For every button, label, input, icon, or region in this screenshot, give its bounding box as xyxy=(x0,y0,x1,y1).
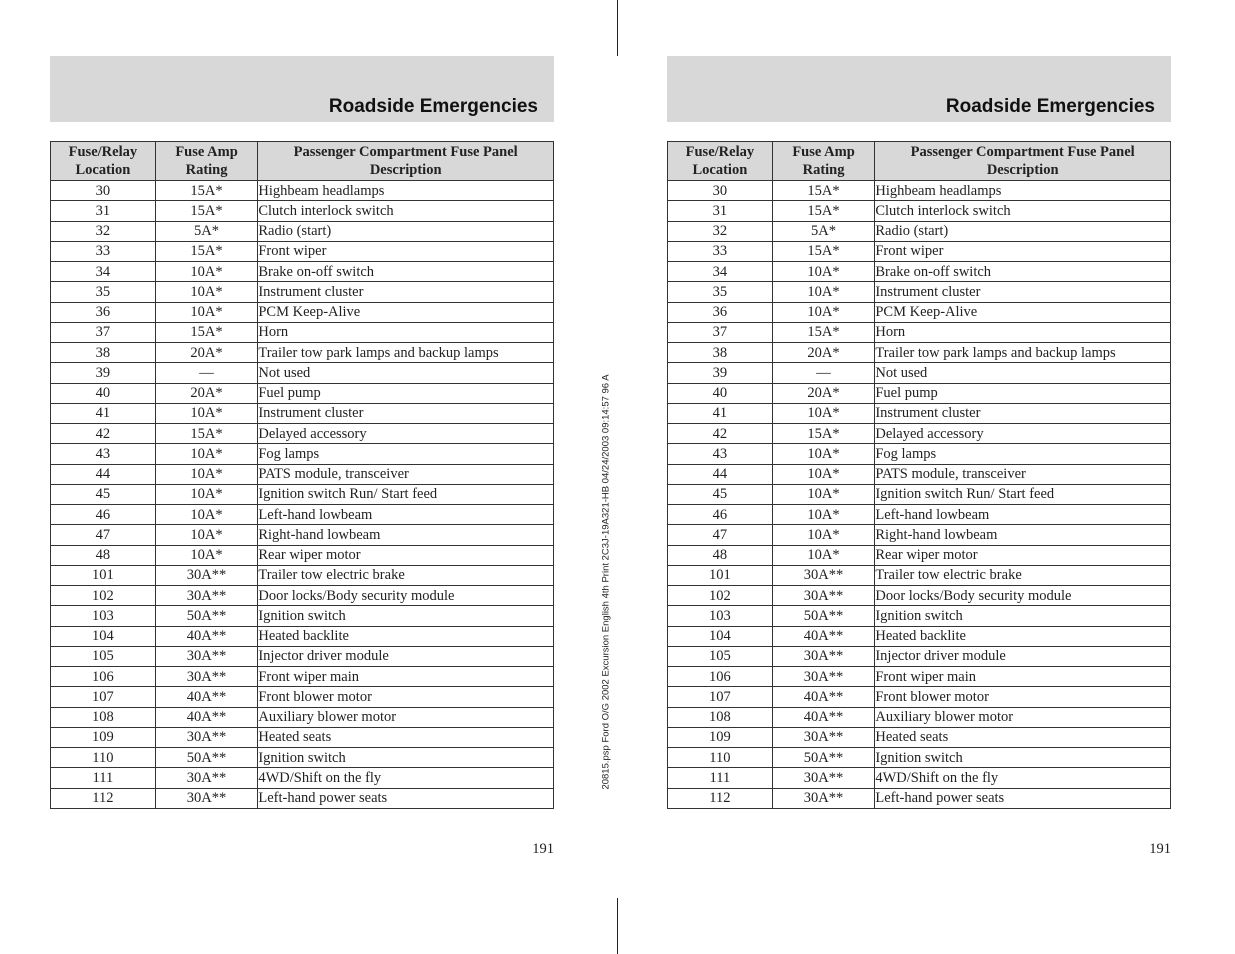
fuse-description-cell: Heated backlite xyxy=(258,626,554,646)
fuse-description-cell: Fog lamps xyxy=(875,444,1171,464)
fuse-amp-cell: 10A* xyxy=(772,262,875,282)
fuse-location-cell: 45 xyxy=(51,484,156,504)
table-row xyxy=(668,201,1171,221)
fuse-amp-cell: 10A* xyxy=(155,505,258,525)
fuse-description-cell: Radio (start) xyxy=(258,221,554,241)
fuse-description-cell: Rear wiper motor xyxy=(875,545,1171,565)
fuse-amp-cell: 10A* xyxy=(155,484,258,504)
fuse-amp-cell: 30A** xyxy=(155,788,258,808)
fuse-description-cell: Left-hand power seats xyxy=(875,788,1171,808)
fuse-amp-cell: 15A* xyxy=(772,181,875,201)
fuse-description-cell: Highbeam headlamps xyxy=(875,181,1171,201)
fuse-description-cell: Rear wiper motor xyxy=(258,545,554,565)
fuse-amp-cell: 10A* xyxy=(772,302,875,322)
fuse-amp-cell: 10A* xyxy=(155,525,258,545)
table-row xyxy=(51,646,554,666)
fuse-location-cell: 44 xyxy=(51,464,156,484)
table-row xyxy=(51,403,554,423)
table-row xyxy=(51,505,554,525)
fuse-location-cell: 102 xyxy=(51,586,156,606)
fuse-description-cell: Ignition switch Run/ Start feed xyxy=(875,484,1171,504)
fuse-location-cell: 47 xyxy=(668,525,773,545)
fuse-location-cell: 31 xyxy=(668,201,773,221)
table-row xyxy=(668,687,1171,707)
fuse-location-cell: 33 xyxy=(51,241,156,261)
fuse-description-cell: Ignition switch xyxy=(875,606,1171,626)
fuse-amp-cell: 15A* xyxy=(155,201,258,221)
fuse-description-cell: Highbeam headlamps xyxy=(258,181,554,201)
table-row xyxy=(51,727,554,747)
table-row xyxy=(51,201,554,221)
table-body xyxy=(668,181,1171,809)
table-row xyxy=(51,525,554,545)
column-header-amp: Fuse Amp Rating xyxy=(155,142,258,181)
table-row xyxy=(668,424,1171,444)
fuse-amp-cell: 15A* xyxy=(772,322,875,342)
fuse-description-cell: 4WD/Shift on the fly xyxy=(875,768,1171,788)
fuse-table xyxy=(50,141,554,809)
fuse-amp-cell: 10A* xyxy=(772,545,875,565)
table-row xyxy=(51,343,554,363)
fuse-description-cell: PATS module, transceiver xyxy=(258,464,554,484)
table-row xyxy=(668,221,1171,241)
table-row xyxy=(51,687,554,707)
table-row xyxy=(668,646,1171,666)
fuse-description-cell: Heated backlite xyxy=(875,626,1171,646)
fuse-amp-cell: 40A** xyxy=(155,707,258,727)
column-header-location: Fuse/Relay Location xyxy=(51,142,156,181)
fuse-location-cell: 33 xyxy=(668,241,773,261)
table-row xyxy=(668,586,1171,606)
fuse-amp-cell: 30A** xyxy=(772,727,875,747)
fuse-location-cell: 34 xyxy=(51,262,156,282)
fuse-location-cell: 103 xyxy=(51,606,156,626)
fuse-description-cell: Clutch interlock switch xyxy=(258,201,554,221)
fuse-amp-cell: 30A** xyxy=(772,586,875,606)
fuse-location-cell: 107 xyxy=(668,687,773,707)
fuse-location-cell: 36 xyxy=(668,302,773,322)
fuse-amp-cell: 50A** xyxy=(772,606,875,626)
fuse-location-cell: 46 xyxy=(51,505,156,525)
table-row xyxy=(668,484,1171,504)
table-row xyxy=(668,383,1171,403)
fuse-description-cell: Front blower motor xyxy=(875,687,1171,707)
fuse-amp-cell: 30A** xyxy=(155,667,258,687)
table-row xyxy=(51,221,554,241)
section-title: Roadside Emergencies xyxy=(945,96,1155,117)
table-header-row xyxy=(668,142,1171,181)
fuse-description-cell: Left-hand lowbeam xyxy=(875,505,1171,525)
fuse-location-cell: 41 xyxy=(51,403,156,423)
fuse-description-cell: Left-hand power seats xyxy=(258,788,554,808)
fuse-description-cell: Horn xyxy=(875,322,1171,342)
fuse-location-cell: 35 xyxy=(668,282,773,302)
fuse-amp-cell: 15A* xyxy=(155,241,258,261)
fuse-amp-cell: 20A* xyxy=(772,343,875,363)
fuse-location-cell: 42 xyxy=(51,424,156,444)
table-row xyxy=(668,788,1171,808)
fuse-location-cell: 44 xyxy=(668,464,773,484)
column-header-description: Passenger Compartment Fuse Panel Description xyxy=(875,142,1171,181)
fuse-amp-cell: 30A** xyxy=(155,768,258,788)
section-header xyxy=(50,56,554,122)
table-row xyxy=(668,363,1171,383)
fuse-amp-cell: 10A* xyxy=(772,282,875,302)
fuse-description-cell: Injector driver module xyxy=(258,646,554,666)
fuse-amp-cell: 10A* xyxy=(772,444,875,464)
fuse-description-cell: Not used xyxy=(258,363,554,383)
fuse-amp-cell: 20A* xyxy=(155,383,258,403)
fuse-location-cell: 108 xyxy=(51,707,156,727)
fuse-description-cell: Trailer tow electric brake xyxy=(875,565,1171,585)
table-row xyxy=(51,484,554,504)
fuse-description-cell: Brake on-off switch xyxy=(258,262,554,282)
fuse-amp-cell: 15A* xyxy=(155,322,258,342)
fuse-description-cell: Brake on-off switch xyxy=(875,262,1171,282)
fuse-description-cell: Front wiper main xyxy=(875,667,1171,687)
fuse-description-cell: Instrument cluster xyxy=(875,282,1171,302)
fuse-description-cell: Left-hand lowbeam xyxy=(258,505,554,525)
fuse-description-cell: Injector driver module xyxy=(875,646,1171,666)
table-row xyxy=(51,262,554,282)
table-row xyxy=(668,505,1171,525)
fuse-location-cell: 109 xyxy=(668,727,773,747)
fuse-description-cell: Trailer tow park lamps and backup lamps xyxy=(258,343,554,363)
table-row xyxy=(668,565,1171,585)
table-row xyxy=(668,606,1171,626)
table-row xyxy=(51,667,554,687)
fuse-location-cell: 112 xyxy=(51,788,156,808)
page-number: 191 xyxy=(532,841,554,857)
fuse-location-cell: 101 xyxy=(51,565,156,585)
fuse-location-cell: 48 xyxy=(51,545,156,565)
fuse-amp-cell: 15A* xyxy=(772,201,875,221)
fuse-amp-cell: 40A** xyxy=(155,687,258,707)
table-row xyxy=(668,282,1171,302)
fuse-description-cell: Heated seats xyxy=(258,727,554,747)
table-row xyxy=(51,444,554,464)
fuse-location-cell: 34 xyxy=(668,262,773,282)
table-row xyxy=(51,383,554,403)
fuse-description-cell: Front wiper xyxy=(258,241,554,261)
page-number: 191 xyxy=(1149,841,1171,857)
fuse-amp-cell: 15A* xyxy=(155,424,258,444)
fuse-location-cell: 110 xyxy=(51,748,156,768)
fuse-description-cell: Radio (start) xyxy=(875,221,1171,241)
fuse-location-cell: 47 xyxy=(51,525,156,545)
fuse-location-cell: 30 xyxy=(51,181,156,201)
section-title: Roadside Emergencies xyxy=(328,96,538,117)
fuse-location-cell: 40 xyxy=(51,383,156,403)
fuse-location-cell: 108 xyxy=(668,707,773,727)
fuse-amp-cell: 10A* xyxy=(155,262,258,282)
table-row xyxy=(51,545,554,565)
fuse-description-cell: Not used xyxy=(875,363,1171,383)
fuse-amp-cell: 10A* xyxy=(155,302,258,322)
table-row xyxy=(668,262,1171,282)
fuse-location-cell: 37 xyxy=(668,322,773,342)
table-row xyxy=(51,181,554,201)
fuse-amp-cell: — xyxy=(772,363,875,383)
table-row xyxy=(51,626,554,646)
fuse-amp-cell: 5A* xyxy=(772,221,875,241)
table-row xyxy=(668,707,1171,727)
fuse-amp-cell: 20A* xyxy=(155,343,258,363)
table-row xyxy=(668,464,1171,484)
table-row xyxy=(51,322,554,342)
table-row xyxy=(51,768,554,788)
fuse-location-cell: 102 xyxy=(668,586,773,606)
fuse-description-cell: Right-hand lowbeam xyxy=(875,525,1171,545)
column-header-location: Fuse/Relay Location xyxy=(668,142,773,181)
table-row xyxy=(668,525,1171,545)
table-row xyxy=(668,444,1171,464)
fuse-description-cell: Door locks/Body security module xyxy=(258,586,554,606)
fuse-amp-cell: 10A* xyxy=(772,525,875,545)
table-row xyxy=(51,748,554,768)
fuse-location-cell: 41 xyxy=(668,403,773,423)
fuse-amp-cell: 10A* xyxy=(155,545,258,565)
fuse-location-cell: 48 xyxy=(668,545,773,565)
fuse-location-cell: 43 xyxy=(668,444,773,464)
fuse-location-cell: 35 xyxy=(51,282,156,302)
fuse-amp-cell: 10A* xyxy=(155,282,258,302)
fuse-amp-cell: 10A* xyxy=(772,403,875,423)
fuse-description-cell: Instrument cluster xyxy=(875,403,1171,423)
table-row xyxy=(51,707,554,727)
table-header-row xyxy=(51,142,554,181)
fuse-location-cell: 109 xyxy=(51,727,156,747)
fuse-amp-cell: 15A* xyxy=(155,181,258,201)
fuse-location-cell: 111 xyxy=(668,768,773,788)
fuse-description-cell: Ignition switch xyxy=(258,748,554,768)
fuse-location-cell: 32 xyxy=(51,221,156,241)
fuse-description-cell: Instrument cluster xyxy=(258,403,554,423)
table-row xyxy=(668,768,1171,788)
fuse-description-cell: Auxiliary blower motor xyxy=(875,707,1171,727)
fuse-amp-cell: 30A** xyxy=(155,646,258,666)
fuse-amp-cell: 10A* xyxy=(155,464,258,484)
fuse-amp-cell: 40A** xyxy=(772,626,875,646)
fuse-location-cell: 30 xyxy=(668,181,773,201)
fuse-description-cell: Instrument cluster xyxy=(258,282,554,302)
fuse-location-cell: 110 xyxy=(668,748,773,768)
fuse-location-cell: 105 xyxy=(668,646,773,666)
side-print-info: 20815.psp Ford O/G 2002 Excursion English 4th Print 2C3J-19A321-HB 04/24/2003 09:14:57 96 A xyxy=(600,374,612,790)
fuse-description-cell: Ignition switch Run/ Start feed xyxy=(258,484,554,504)
fuse-location-cell: 104 xyxy=(51,626,156,646)
crop-mark-top xyxy=(617,0,618,56)
table-row xyxy=(51,424,554,444)
fuse-location-cell: 40 xyxy=(668,383,773,403)
table-body xyxy=(51,181,554,809)
fuse-table xyxy=(667,141,1171,809)
fuse-location-cell: 104 xyxy=(668,626,773,646)
fuse-location-cell: 31 xyxy=(51,201,156,221)
fuse-location-cell: 43 xyxy=(51,444,156,464)
fuse-description-cell: Fog lamps xyxy=(258,444,554,464)
table-row xyxy=(668,667,1171,687)
fuse-description-cell: Auxiliary blower motor xyxy=(258,707,554,727)
fuse-description-cell: PATS module, transceiver xyxy=(875,464,1171,484)
fuse-description-cell: Delayed accessory xyxy=(258,424,554,444)
fuse-description-cell: Ignition switch xyxy=(875,748,1171,768)
column-header-description: Passenger Compartment Fuse Panel Description xyxy=(258,142,554,181)
section-header xyxy=(667,56,1171,122)
table-row xyxy=(51,464,554,484)
fuse-amp-cell: 10A* xyxy=(155,444,258,464)
fuse-description-cell: Delayed accessory xyxy=(875,424,1171,444)
fuse-description-cell: 4WD/Shift on the fly xyxy=(258,768,554,788)
fuse-amp-cell: 50A** xyxy=(772,748,875,768)
fuse-description-cell: Front wiper main xyxy=(258,667,554,687)
table-row xyxy=(51,565,554,585)
fuse-amp-cell: 15A* xyxy=(772,424,875,444)
fuse-location-cell: 42 xyxy=(668,424,773,444)
fuse-location-cell: 32 xyxy=(668,221,773,241)
fuse-amp-cell: 50A** xyxy=(155,748,258,768)
fuse-location-cell: 46 xyxy=(668,505,773,525)
table-row xyxy=(668,241,1171,261)
fuse-description-cell: Heated seats xyxy=(875,727,1171,747)
fuse-amp-cell: 50A** xyxy=(155,606,258,626)
fuse-description-cell: Door locks/Body security module xyxy=(875,586,1171,606)
table-row xyxy=(668,545,1171,565)
fuse-location-cell: 111 xyxy=(51,768,156,788)
fuse-location-cell: 106 xyxy=(668,667,773,687)
table-row xyxy=(51,788,554,808)
fuse-amp-cell: 10A* xyxy=(772,484,875,504)
fuse-amp-cell: 30A** xyxy=(155,586,258,606)
crop-mark-bottom xyxy=(617,898,618,954)
table-row xyxy=(668,403,1171,423)
table-row xyxy=(51,241,554,261)
fuse-location-cell: 105 xyxy=(51,646,156,666)
fuse-amp-cell: 10A* xyxy=(155,403,258,423)
table-row xyxy=(668,181,1171,201)
fuse-description-cell: Ignition switch xyxy=(258,606,554,626)
fuse-amp-cell: 20A* xyxy=(772,383,875,403)
fuse-location-cell: 103 xyxy=(668,606,773,626)
fuse-amp-cell: 40A** xyxy=(772,707,875,727)
fuse-amp-cell: 30A** xyxy=(155,565,258,585)
fuse-description-cell: PCM Keep-Alive xyxy=(258,302,554,322)
table-row xyxy=(668,626,1171,646)
fuse-amp-cell: 40A** xyxy=(772,687,875,707)
fuse-amp-cell: 30A** xyxy=(772,646,875,666)
fuse-amp-cell: 10A* xyxy=(772,464,875,484)
table-row xyxy=(51,282,554,302)
fuse-amp-cell: 30A** xyxy=(772,565,875,585)
fuse-description-cell: Fuel pump xyxy=(258,383,554,403)
table-row xyxy=(668,343,1171,363)
fuse-amp-cell: 30A** xyxy=(772,768,875,788)
fuse-description-cell: Front blower motor xyxy=(258,687,554,707)
fuse-description-cell: PCM Keep-Alive xyxy=(875,302,1171,322)
fuse-location-cell: 107 xyxy=(51,687,156,707)
fuse-amp-cell: 30A** xyxy=(772,788,875,808)
fuse-description-cell: Fuel pump xyxy=(875,383,1171,403)
fuse-location-cell: 45 xyxy=(668,484,773,504)
table-row xyxy=(668,322,1171,342)
fuse-description-cell: Trailer tow electric brake xyxy=(258,565,554,585)
table-row xyxy=(51,586,554,606)
fuse-location-cell: 39 xyxy=(668,363,773,383)
fuse-amp-cell: 40A** xyxy=(155,626,258,646)
fuse-location-cell: 38 xyxy=(668,343,773,363)
fuse-amp-cell: 10A* xyxy=(772,505,875,525)
table-row xyxy=(51,606,554,626)
fuse-amp-cell: — xyxy=(155,363,258,383)
fuse-location-cell: 106 xyxy=(51,667,156,687)
fuse-location-cell: 39 xyxy=(51,363,156,383)
fuse-description-cell: Front wiper xyxy=(875,241,1171,261)
fuse-description-cell: Right-hand lowbeam xyxy=(258,525,554,545)
fuse-location-cell: 112 xyxy=(668,788,773,808)
fuse-amp-cell: 30A** xyxy=(772,667,875,687)
table-row xyxy=(668,727,1171,747)
fuse-location-cell: 38 xyxy=(51,343,156,363)
table-row xyxy=(668,302,1171,322)
table-row xyxy=(668,748,1171,768)
fuse-amp-cell: 30A** xyxy=(155,727,258,747)
fuse-location-cell: 37 xyxy=(51,322,156,342)
table-row xyxy=(51,302,554,322)
fuse-amp-cell: 5A* xyxy=(155,221,258,241)
fuse-description-cell: Clutch interlock switch xyxy=(875,201,1171,221)
fuse-location-cell: 36 xyxy=(51,302,156,322)
table-row xyxy=(51,363,554,383)
fuse-description-cell: Trailer tow park lamps and backup lamps xyxy=(875,343,1171,363)
fuse-description-cell: Horn xyxy=(258,322,554,342)
fuse-amp-cell: 15A* xyxy=(772,241,875,261)
fuse-location-cell: 101 xyxy=(668,565,773,585)
column-header-amp: Fuse Amp Rating xyxy=(772,142,875,181)
